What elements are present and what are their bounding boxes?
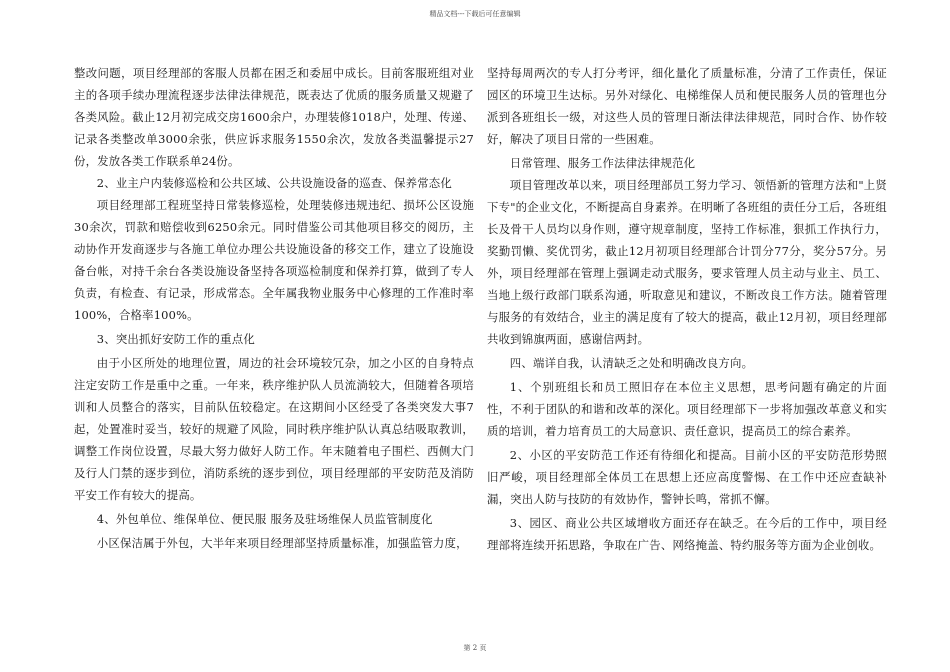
page-header: 精品文档---下载后可任意编辑 <box>429 10 521 18</box>
section-heading: 2、业主户内装修巡检和公共区域、公共设施设备的巡查、保养常态化 <box>96 176 452 190</box>
section-heading: 3、突出抓好安防工作的重点化 <box>96 332 255 346</box>
paragraph: 1、个别班组长和员工照旧存在本位主义思想，思考问题有确定的片面性，不利于团队的和谐和改革的深化。项目经理部下一步将加强改革意义和实质的培训，着力培育员工的大局意识、责任意识，提高员工的综合素养。 <box>487 380 887 438</box>
page-number: 第 2 页 <box>463 644 487 652</box>
left-column <box>74 62 474 554</box>
paragraph: 2、小区的平安防范工作还有待细化和提高。目前小区的平安防范形势照旧严峻，项目经理部全体员工在思想上还应高度警惕、在工作中还应查缺补漏，突出人防与技防的有效协作，警钟长鸣，常抓不懈。 <box>487 448 887 506</box>
paragraph: 坚持每周两次的专人打分考评，细化量化了质量标准，分清了工作责任，保证园区的环境卫生达标。另外对绿化、电梯维保人员和便民服务人员的管理也分派到各班组长一级，对这些人员的管理日渐法律法律规范，同时合作、协作较好，解决了项目日常的一些困难。 <box>487 66 887 146</box>
section-heading: 4、外包单位、维保单位、便民服 服务及驻场维保人员监管制度化 <box>96 512 433 526</box>
right-column <box>487 62 887 556</box>
paragraph: 整改问题，项目经理部的客服人员都在困乏和委屈中成长。目前客服班组对业主的各项手续办理流程逐步法律法律规范，既表达了优质的服务质量又规避了各类风险。截止12月初完成交房1600余户，办理装修1018户，处理、传递、记录各类整改单3000余张，供应诉求服务1550余次，发放各类温馨提示27份，发放各类工作联系单24份。 <box>74 66 474 168</box>
paragraph: 小区保洁属于外包，大半年来项目经理部坚持质量标准，加强监管力度， <box>96 536 468 550</box>
section-heading: 日常管理、服务工作法律法律规范化 <box>509 156 696 170</box>
section-heading: 四、端详自我，认清缺乏之处和明确改良方向。 <box>509 356 754 370</box>
paragraph: 由于小区所处的地理位置，周边的社会环境较冗杂，加之小区的自身特点注定安防工作是重中之重。一年来，秩序维护队人员流淌较大，但随着各项培训和人员整合的落实，目前队伍较稳定。在这期间小区经受了各类突发大事7起，处置准时妥当，较好的规避了风险，同时秩序维护队认真总结吸取教训，调整工作岗位设置，尽最大努力做好人防工作。年末随着电子围栏、西侧大门及行人门禁的逐步到位，消防系统的逐步到位，项目经理部的平安防范及消防平安工作有较大的提高。 <box>74 356 474 502</box>
paragraph: 项目管理改革以来，项目经理部员工努力学习、领悟新的管理方法和"上贤下专"的企业文化，不断提高自身素养。在明晰了各班组的责任分工后，各班组长及骨干人员均以身作则，遵守规章制度，坚持工作标准，狠抓工作执行力，奖勤罚懒、奖优罚劣，截止12月初项目经理部合计罚分77分，奖分57分。另外，项目经理部在管理上强调走动式服务，要求管理人员主动与业主、员工、当地上级行政部门联系沟通，听取意见和建议，不断改良工作方法。随着管理与服务的有效结合，业主的满足度有了较大的提高，截止12月初，项目经理部共收到锦旗两面，感谢信两封。 <box>487 178 887 346</box>
paragraph: 项目经理部工程班坚持日常装修巡检，处理装修违规违纪、损坏公区设施30余次，罚款和赔偿收到6250余元。同时借鉴公司其他项目移交的阅历，主动协作开发商逐步与各施工单位办理公共设施设备的移交工作，建立了设施设备台帐，对持千余台各类设施设备坚持各项巡检制度和保养打算，做到了专人负责，有检查、有记录，形成常态。全年属我物业服务中心修理的工作准时率100%，合格率100%。 <box>74 198 474 322</box>
paragraph: 3、园区、商业公共区域增收方面还存在缺乏。在今后的工作中，项目经理部将连续开拓思路，争取在广告、网络掩盖、特约服务等方面为企业创收。 <box>487 516 887 552</box>
